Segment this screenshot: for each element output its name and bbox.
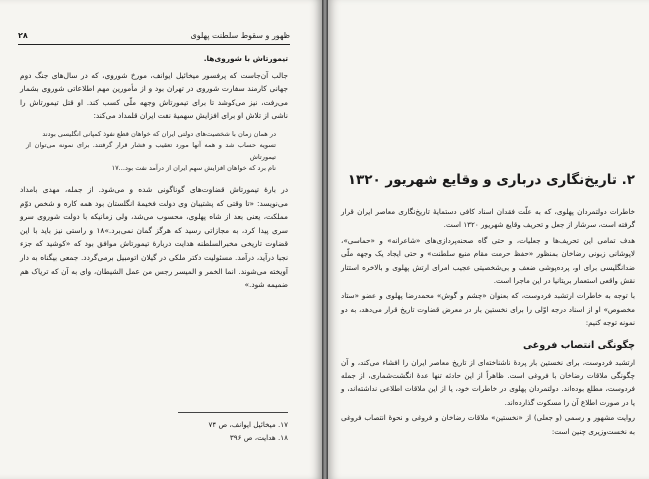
running-title: ظهور و سقوط سلطنت پهلوی: [190, 31, 290, 40]
footnote: ۱۷. میخائیل ایوانف، ص ۷۴: [208, 420, 288, 429]
left-page-body: [20, 52, 288, 295]
paragraph: تیمورتاش با شوروی‌ها.: [203, 54, 288, 63]
block-quote: [26, 129, 276, 175]
quote-line: در همان زمان با شخصیت‌های دولتی ایران که خواهان قطع نفوذ کمپانی انگلیسی بودند: [42, 129, 276, 138]
footnotes: [20, 418, 288, 444]
quote-line: نام برد که خواهان افزایش سهم ایران از درآمد نفت بود...۱۷: [111, 164, 276, 173]
paragraph: روایت مشهور و رسمی (و جعلی) از «نخستین» ملاقات رضاخان و فروغی و نحوهٔ انتصاب فروغی به نخست‌وزیری چنین است:: [341, 413, 635, 436]
quote-line: تسویه حساب شد و همه آنها مورد تعقیب و فشار قرار گرفتند. برای نمونه می‌توان از تیمورتاش: [26, 141, 276, 161]
right-page: [328, 0, 649, 479]
paragraph: خاطرات دولتمردان پهلوی، که به علّت فقدان اسناد کافی دستمایهٔ تاریخ‌نگاری معاصر ایران قرار گرفته است، سرشار از جعل و تحریف وقایع شهریور ۱۳۲۰ است.: [341, 207, 635, 230]
paragraph: با توجه به خاطرات ارتشبد فردوست، که بعنوان «چشم و گوش» محمدرضا پهلوی و عضو «ستاد مخصوص» او از اسناد درجه اوّلی را برای نخستین بار در معرض قضاوت تاریخ قرار می‌دهد، به دو نمونه توجه کنیم:: [341, 291, 635, 328]
footnote-divider: [178, 412, 288, 413]
right-page-body: [341, 205, 635, 440]
footnote: ۱۸. هدایت، ص ۳۹۶: [229, 433, 288, 442]
left-page: [0, 0, 322, 479]
paragraph: در بارهٔ تیمورتاش قضاوت‌های گوناگونی شده و می‌شود. از جمله، مهدی بامداد می‌نویسد: «تا وقتی که پشتیبان وی دولت فخیمهٔ انگلستان بود همه کاره و شخص دوّم مملکت، یعنی بعد از شاه پهلوی، محسوب می‌شد، ولی زمانیکه با دولت شوروی سرو سری پیدا کرد، به مجازاتی رسید که هرگز گمان نمی‌برد.»۱۸ و راستی نیز باید با این قضاوت تاریخی مخبرالسلطنه هدایت دربارهٔ تیمورتاش موافق بود که «کوشید که جزء نجبا درآید، درآمد. مسئولیت دکتر ملکی در گیلان اتومبیل برمی‌گردد. جمعی بیگناه به دار آویخته می‌شوند. انما الخمر و المیسر رجس من عمل الشیطان، وای به آن که تریاک هم ضمیمه شود.»: [20, 184, 288, 290]
subsection-title: چگونگی انتصاب فروغی: [522, 339, 635, 351]
running-header: [18, 30, 290, 45]
chapter-title: ۲. تاریخ‌نگاری درباری و وقایع شهریور ۱۳۲۰: [347, 172, 635, 188]
paragraph: جالب آن‌جاست که پرفسور میخائیل ایوانف، مورخ شوروی، که در سال‌های جنگ دوم جهانی کارمند سفارت شوروی در تهران بود و از مأمورین مهم اطلاعاتی شوروی بشمار می‌رفت، نیز می‌کوشد تا برای تیمورتاش وجهه ملّی کسب کند. او قتل تیمورتاش را ناشی از تلاش او برای افزایش سهمیهٔ نفت ایران قلمداد می‌کند:: [20, 70, 288, 121]
page-number: ۲۸: [18, 31, 28, 40]
paragraph: ارتشبد فردوست، برای نخستین بار پردهٔ ناشناخته‌ای از تاریخ معاصر ایران را افشاء می‌کند، و آن چگونگی ملاقات رضاخان با فروغی است. ظاهراً از این حادثه تنها عدهٔ انگشت‌شماری، از جمله فردوست، مطلع بوده‌اند. دولتمردان پهلوی در خاطرات خود، یا از این ملاقات اطلاعی نداشته‌اند، و یا در صورت اطلاع آن را مسکوت گذارده‌اند.: [341, 357, 635, 407]
paragraph: هدف تمامی این تحریف‌ها و جعلیات، و حتی گاه صحنه‌پردازی‌های «شاعرانه» و «حماسی»، لاپوشانی زبونی رضاخان بمنظور «حفظ حرمت مقام منیع سلطنت» و حتی ایجاد یک وجهه ملّی ضدانگلیسی برای او، پرده‌پوشی ضعف و بی‌شخصیتی عجیب امرای ارتش پهلوی و بالاخره استتار نقش واقعی استعمار بریتانیا در این ماجرا است.: [341, 235, 635, 286]
